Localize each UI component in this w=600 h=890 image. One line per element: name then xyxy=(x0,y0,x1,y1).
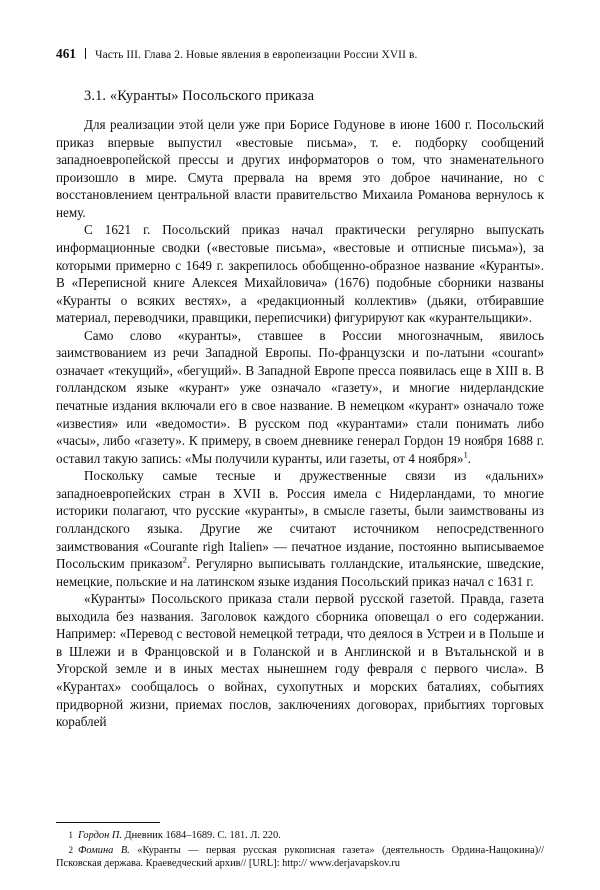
footnote-marker-1: 1 xyxy=(463,449,468,460)
paragraph-4-text: Поскольку самые тесные и дружественные связи из «дальних» западноевропейских стран в XVII в. Россия имела с Нидерландами, то многие историки полагают, что русские «куранты», в смысле газеты, были заимствованы из голландского языка. Другие же считают источником непосредственного заимствования «Courante righ Italien» — печатное издание, постоянно выписываемое Посольским приказом xyxy=(56,468,544,572)
footnotes xyxy=(56,822,544,872)
footnote-1 xyxy=(56,829,544,843)
running-head-divider xyxy=(85,48,86,59)
footnote-2-author: Фомина В. xyxy=(78,844,130,856)
page-number: 461 xyxy=(56,46,77,61)
paragraph-3-text: Само слово «куранты», ставшее в России многозначным, явилось заимствованием из речи Западной Европы. По-французски и по-латыни «courant» означает «текущий», «бегущий». В Западной Европе пресса появилась еще в XIII в. В голландском языке «курант» уже означало «газету», и многие нидерландские печатные издания включали его в свое название. В немецком «курант» означало тоже «известия» или «ведомости». В русском под «курантами» стали понимать либо «часы», либо «газету». К примеру, в своем дневнике генерал Гордон 19 ноября 1688 г. оставил такую запись: «Мы получили куранты, или газеты, от 4 ноября» xyxy=(56,327,544,466)
running-head xyxy=(56,46,544,62)
paragraph-4-tail: . Регулярно выписывать голландские, итальянские, шведские, немецкие, польские и на латинском языке издания Посольский приказ начал с 1631 г. xyxy=(56,556,545,589)
paragraph-4 xyxy=(56,467,544,590)
footnote-1-text: Дневник 1684–1689. С. 181. Л. 220. xyxy=(121,830,281,842)
footnote-2-number: 2 xyxy=(68,845,73,856)
footnote-2-text: «Куранты — первая русская рукописная газета» (деятельность Ордина-Нащокина)// Псковская держава. Краеведческий архив// [URL]: http:// www.derjavapskov.ru xyxy=(56,844,544,870)
footnote-1-author: Гордон П. xyxy=(78,830,122,842)
paragraph-3: Само слово «куранты», ставшее в России многозначным, явилось заимствованием из речи Западной Европы. По-французски и по-латыни «courant» означает «текущий», «бегущий». В Западной Европе пресса появилась еще в XIII в. В голландском языке «курант» уже означало «газету», и многие нидерландские печатные издания включали его в свое название. В немецком «курант» означало тоже «известия» или «ведомости». В русском под «курантами» стали понимать либо «часы», либо «газету». К примеру, в своем дневнике генерал Гордон 19 ноября 1688 г. оставил такую запись: «Мы получили куранты, или газеты, от 4 ноября»$^1$. xyxy=(56,327,544,466)
footnote-separator xyxy=(56,822,160,823)
running-head-text: Часть III. Глава 2. Новые явления в европеизации России XVII в. xyxy=(95,49,418,61)
footnote-1-number: 1 xyxy=(68,831,73,842)
paragraph-2: С 1621 г. Посольский приказ начал практически регулярно выпускать информационные сводки («вестовые письма», «вестовые и отписные письма»), за которыми примерно с 1649 г. закрепилось обобщенно-образное название «Куранты». В «Переписной книге Алексея Михайловича» (1676) подобные сборники названы «Куранты о всяких вестях», а «редакционный коллектив» (дьяки, отбиравшие материал, переводчики, правщики, переписчики) фигурируют как «курантельщики». xyxy=(56,222,544,326)
footnote-marker-2: 2 xyxy=(182,554,187,565)
paragraph-5: «Куранты» Посольского приказа стали первой русской газетой. Правда, газета выходила без названия. Заголовок каждого сборника оповещал о его содержании. Например: «Перевод с вестовой немецкой тетради, что деялося в Устреи и в Польше и в Шлежи и в Францовской и в Голанской и в Англинской и в Вътальнской и в Угорской земле и в иных местах нынешнем году февраля с первого числа». В «Курантах» сообщалось о войнах, сухопутных и морских баталиях, событиях придворной жизни, приемах послов, заключениях договорах, прибытиях торговых кораблей xyxy=(56,591,544,730)
footnote-2 xyxy=(56,844,544,871)
section-title: 3.1. «Куранты» Посольского приказа xyxy=(84,88,315,104)
paragraph-1: Для реализации этой цели уже при Борисе Годунове в июне 1600 г. Посольский приказ впервые выпустил «вестовые письма», т. е. подборку сообщений западноевропейской прессы и других информаторов о том, что знаменательного произошло в мире. Смута прервала на время это доброе начинание, но с восстановлением центральной власти правительство Михаила Романова вернулось к нему. xyxy=(56,117,544,220)
